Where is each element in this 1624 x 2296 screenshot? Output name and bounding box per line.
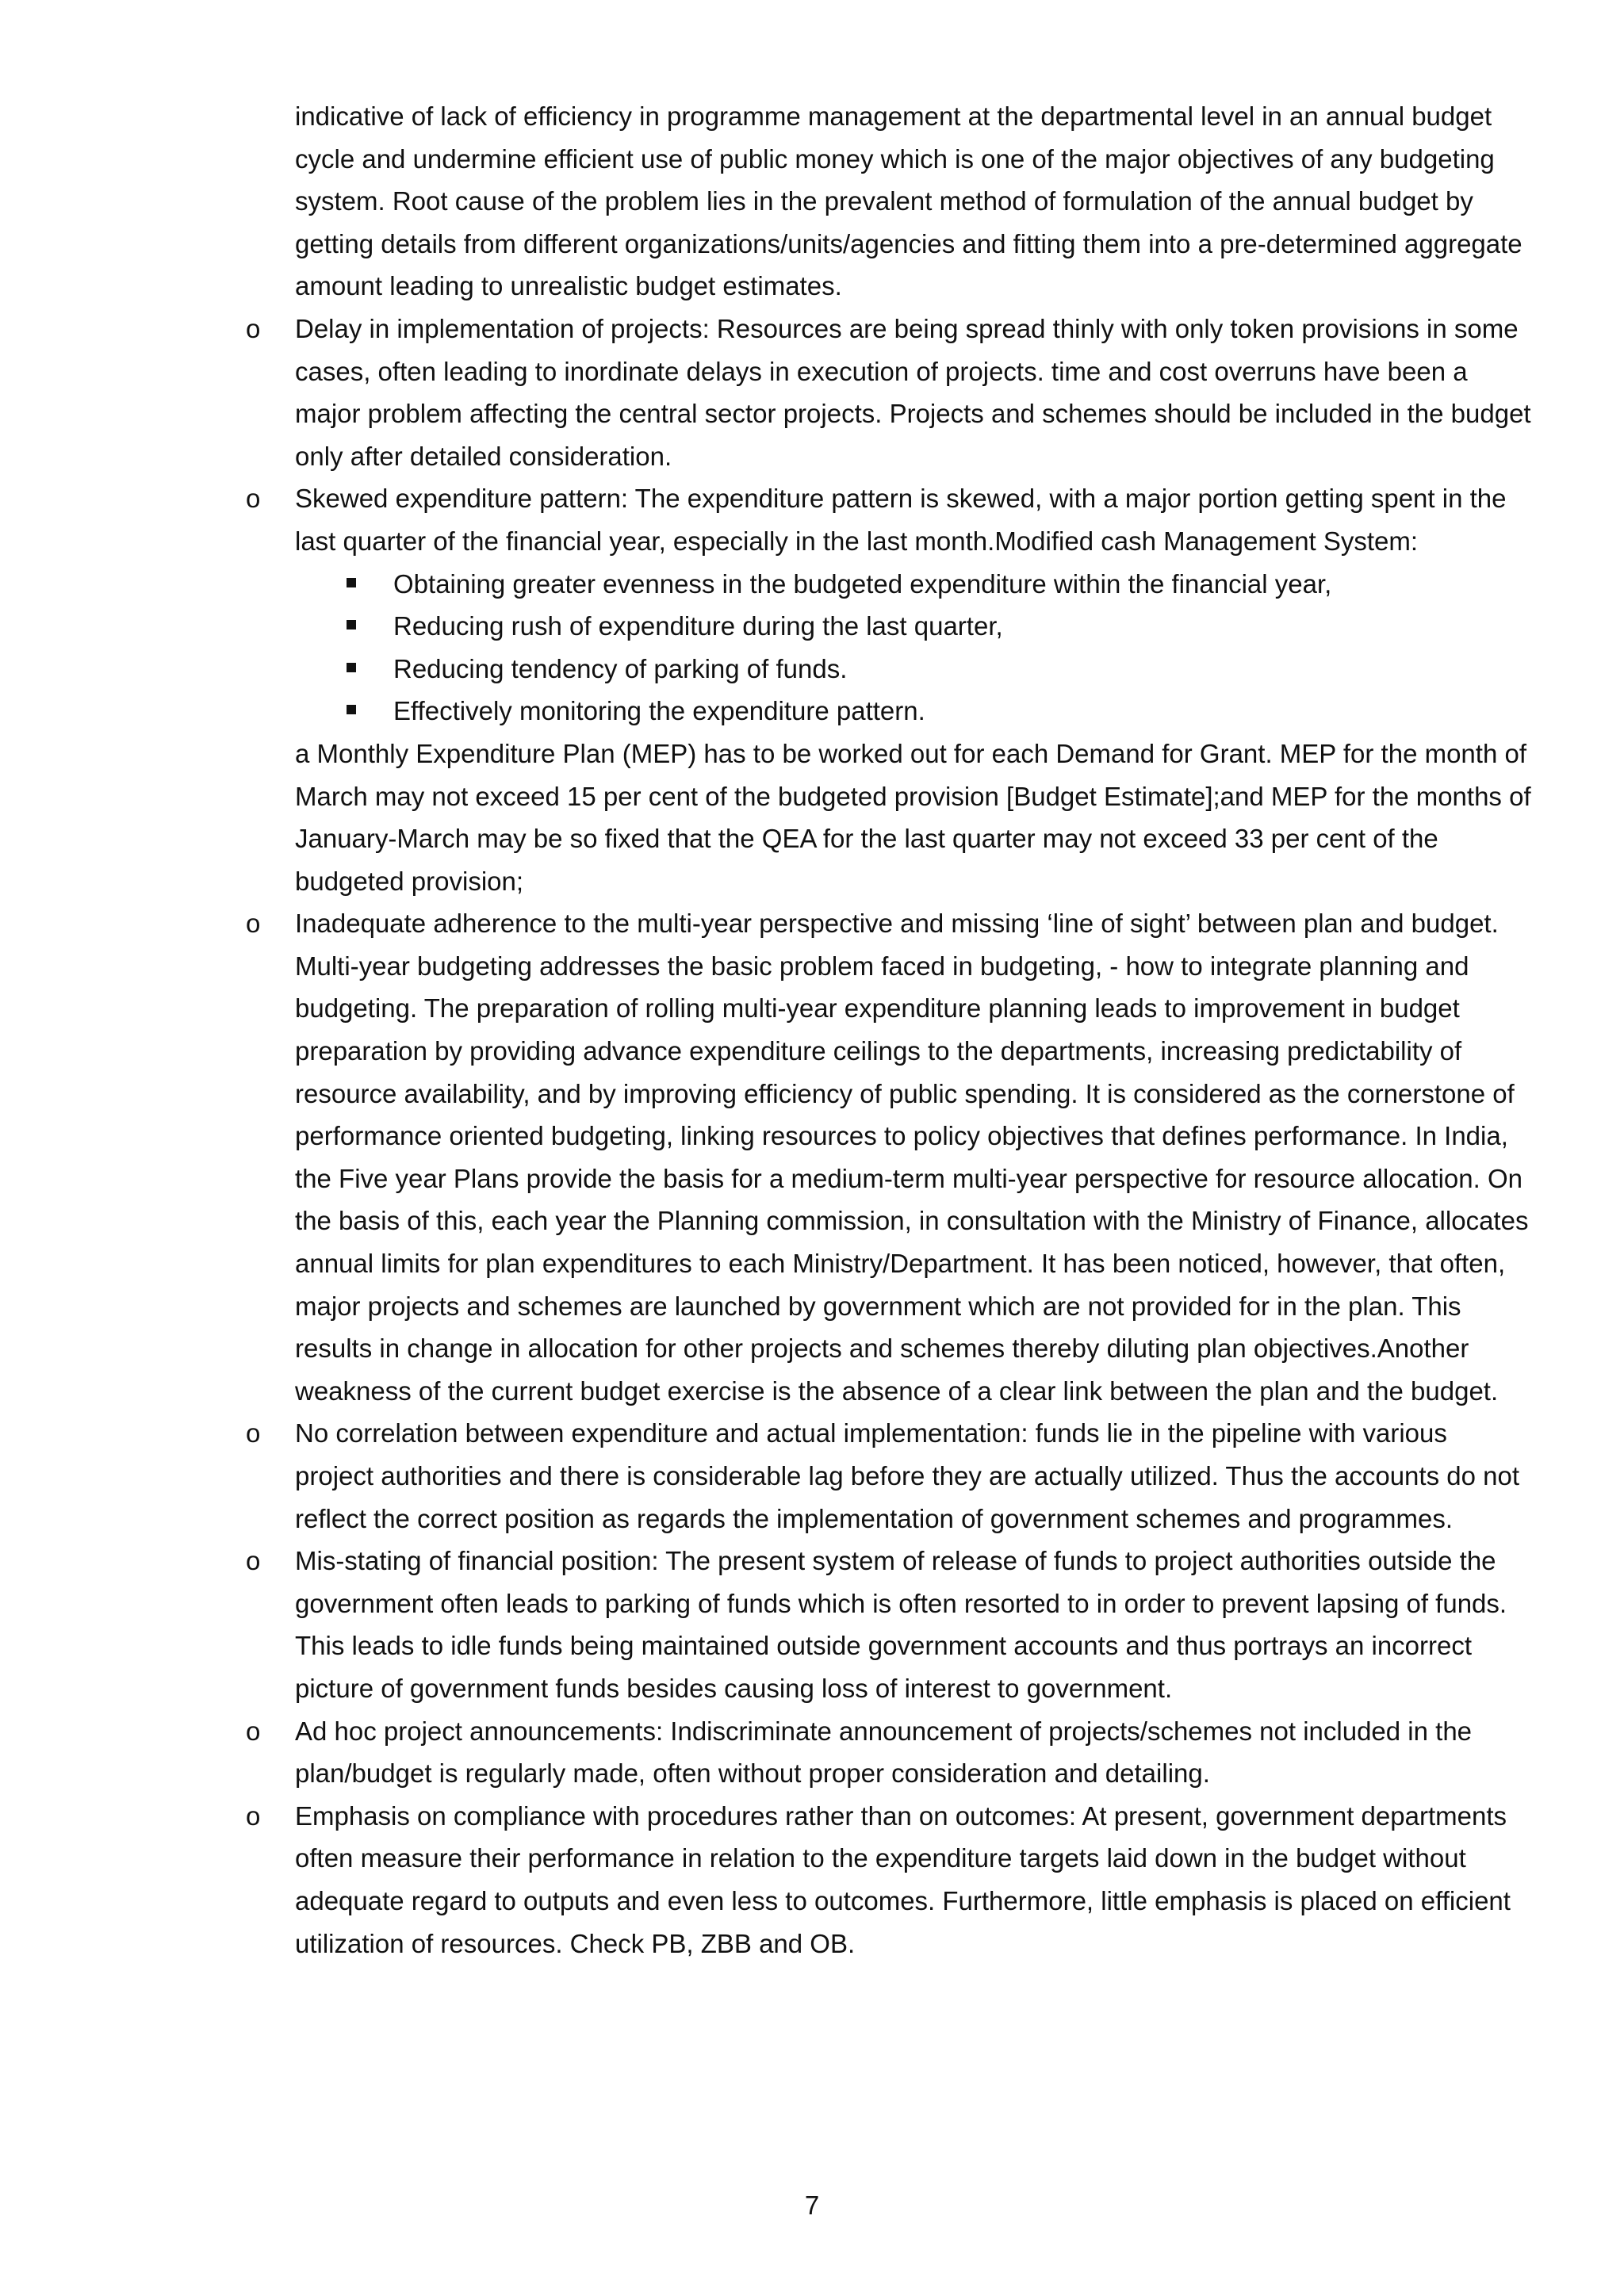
sub-list-item-text: Effectively monitoring the expenditure pattern. bbox=[393, 696, 925, 726]
sub-list-item-text: Reducing rush of expenditure during the last quarter, bbox=[393, 611, 1003, 641]
list-item-skewed-expenditure bbox=[246, 477, 1532, 902]
list-item-text: Skewed expenditure pattern: The expenditure pattern is skewed, with a major portion getting spent in the last quarter of the financial year, especially in the last month.Modified cash Management System: bbox=[295, 484, 1507, 556]
list-item-text: Ad hoc project announcements: Indiscriminate announcement of projects/schemes not included in the plan/budget is regularly made, often without proper consideration and detailing. bbox=[295, 1716, 1473, 1789]
list-item-text: Emphasis on compliance with procedures rather than on outcomes: At present, government departments often measure their performance in relation to the expenditure targets laid down in the budget without adequate regard to outputs and even less to outcomes. Furthermore, little emphasis is placed on efficient utilization of resources. Check PB, ZBB and OB. bbox=[295, 1800, 1511, 1958]
list-item-ad-hoc-announcements bbox=[246, 1710, 1532, 1795]
hollow-bullet-icon: o bbox=[246, 484, 261, 514]
sub-list-item bbox=[295, 690, 1532, 733]
hollow-bullet-icon: o bbox=[246, 1546, 261, 1576]
list-item-text: Inadequate adherence to the multi-year perspective and missing ‘line of sight’ between plan and budget. Multi-year budgeting addresses the basic problem faced in budgeting, - how to integrate planning and budgeting. The preparation of rolling multi-year expenditure planning leads to improvement in budget preparation by providing advance expenditure ceilings to the departments, increasing predictability of resource availability, and by improving efficiency of public spending. It is considered as the cornerstone of performance oriented budgeting, linking resources to policy objectives that defines performance. In India, the Five year Plans provide the basis for a medium-term multi-year perspective for resource allocation. On the basis of this, each year the Planning commission, in consultation with the Ministry of Finance, allocates annual limits for plan expenditures to each Ministry/Department. It has been noticed, however, that often, major projects and schemes are launched by government which are not provided for in the plan. This results in change in allocation for other projects and schemes thereby diluting plan objectives.Another weakness of the current budget exercise is the absence of a clear link between the plan and the budget. bbox=[295, 909, 1529, 1406]
list-item-text: Mis-stating of financial position: The present system of release of funds to project authorities outside the government often leads to parking of funds which is often resorted to in order to prevent lapsing of funds. This leads to idle funds being maintained outside government accounts and thus portrays an incorrect picture of government funds besides causing loss of interest to government. bbox=[295, 1546, 1507, 1703]
sub-list-item bbox=[295, 605, 1532, 648]
hollow-bullet-icon: o bbox=[246, 1716, 261, 1746]
page-number: 7 bbox=[804, 2191, 820, 2220]
list-item-text: No correlation between expenditure and actual implementation: funds lie in the pipeline with various project authorities and there is considerable lag before they are actually utilized. Thus the accounts do not reflect the correct position as regards the implementation of government schemes and programmes. bbox=[295, 1418, 1519, 1533]
list-item-delay-in-implementation bbox=[246, 308, 1532, 477]
page-content bbox=[246, 95, 1532, 1965]
hollow-bullet-icon: o bbox=[246, 1800, 261, 1831]
mep-paragraph: a Monthly Expenditure Plan (MEP) has to be worked out for each Demand for Grant. MEP for the month of March may not exceed 15 per cent of the budgeted provision [Budget Estimate];and MEP for the months of January-March may be so fixed that the QEA for the last quarter may not exceed 33 per cent of the budgeted provision; bbox=[295, 738, 1531, 896]
square-bullet-icon bbox=[347, 705, 356, 714]
list-item-multi-year-perspective bbox=[246, 902, 1532, 1412]
hollow-bullet-icon: o bbox=[246, 313, 261, 343]
list-item-text: Delay in implementation of projects: Resources are being spread thinly with only token provisions in some cases, often leading to inordinate delays in execution of projects. time and cost overruns have been a major problem affecting the central sector projects. Projects and schemes should be included in the budget only after detailed consideration. bbox=[295, 313, 1531, 471]
list-item-no-correlation bbox=[246, 1412, 1532, 1540]
list-item-mis-stating bbox=[246, 1540, 1532, 1709]
sub-list-item-text: Reducing tendency of parking of funds. bbox=[393, 653, 848, 683]
square-bullet-icon bbox=[347, 663, 356, 672]
sub-list-item-text: Obtaining greater evenness in the budgeted expenditure within the financial year, bbox=[393, 568, 1332, 599]
square-bullet-icon bbox=[347, 578, 356, 587]
hollow-bullet-icon: o bbox=[246, 909, 261, 939]
square-bullet-icon bbox=[347, 620, 356, 629]
sub-list-item bbox=[295, 563, 1532, 606]
hollow-bullet-icon: o bbox=[246, 1418, 261, 1448]
sub-bullet-list bbox=[295, 563, 1532, 733]
intro-paragraph: indicative of lack of efficiency in programme management at the departmental level in an annual budget cycle and undermine efficient use of public money which is one of the major objectives of any budgeting system. Root cause of the problem lies in the prevalent method of formulation of the annual budget by getting details from different organizations/units/agencies and fitting them into a pre-determined aggregate amount leading to unrealistic budget estimates. bbox=[295, 101, 1522, 301]
list-item-compliance-emphasis bbox=[246, 1795, 1532, 1965]
sub-list-item bbox=[295, 648, 1532, 691]
